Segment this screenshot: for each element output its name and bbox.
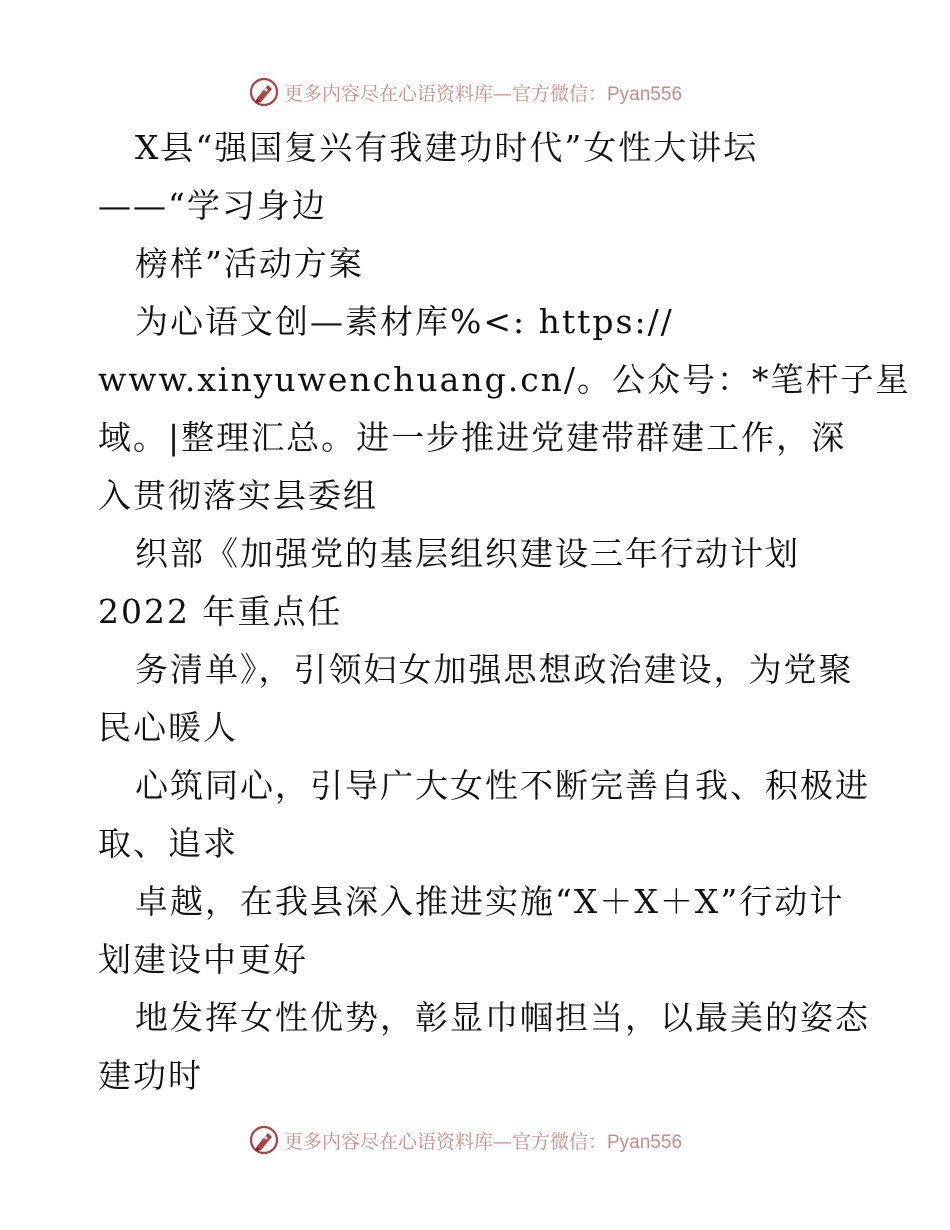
document-title-line-1: X县“强国复兴有我建功时代”女性大讲坛 xyxy=(135,128,759,167)
footer-watermark-banner xyxy=(0,1120,950,1160)
paragraph-line: 务清单》，引领妇女加强思想政治建设，为党聚 xyxy=(135,650,854,689)
footer-banner-text: 更多内容尽在心语资料库—官方微信：Pyan556 xyxy=(283,1130,683,1153)
footer-wechat-id: Pyan556 xyxy=(607,1131,683,1153)
paragraph-line: 为心语文创—素材库%<: https:// xyxy=(135,302,674,341)
paragraph-line: 域。|整理汇总。进一步推进党建带群建工作，深 xyxy=(98,418,847,457)
document-title-line-2: ——“学习身边 xyxy=(98,186,327,225)
paragraph-line: 织部《加强党的基层组织建设三年行动计划 xyxy=(135,534,800,573)
paragraph-line: 取、追求 xyxy=(98,824,238,863)
paragraph-line: www.xinyuwenchuang.cn/。公众号：*笔杆子星 xyxy=(98,360,911,399)
paragraph-line: 民心暖人 xyxy=(98,708,238,747)
paragraph-line: 划建设中更好 xyxy=(98,940,308,979)
paragraph-line: 卓越，在我县深入推进实施“X＋X＋X”行动计 xyxy=(135,882,845,921)
paragraph-line: 建功时 xyxy=(98,1056,203,1095)
paragraph-line: 地发挥女性优势，彰显巾帼担当，以最美的姿态 xyxy=(135,998,870,1037)
paragraph-line: 2022 年重点任 xyxy=(98,592,343,631)
paragraph-line: 心筑同心，引导广大女性不断完善自我、积极进 xyxy=(135,766,870,805)
pen-nib-logo-icon xyxy=(248,1124,280,1156)
header-wechat-id: Pyan556 xyxy=(607,83,683,105)
paragraph-line: 入贯彻落实县委组 xyxy=(98,476,378,515)
header-banner-text: 更多内容尽在心语资料库—官方微信：Pyan556 xyxy=(283,82,683,105)
footer-banner-inner xyxy=(248,1124,682,1156)
document-title-line-3: 榜样”活动方案 xyxy=(135,244,364,283)
